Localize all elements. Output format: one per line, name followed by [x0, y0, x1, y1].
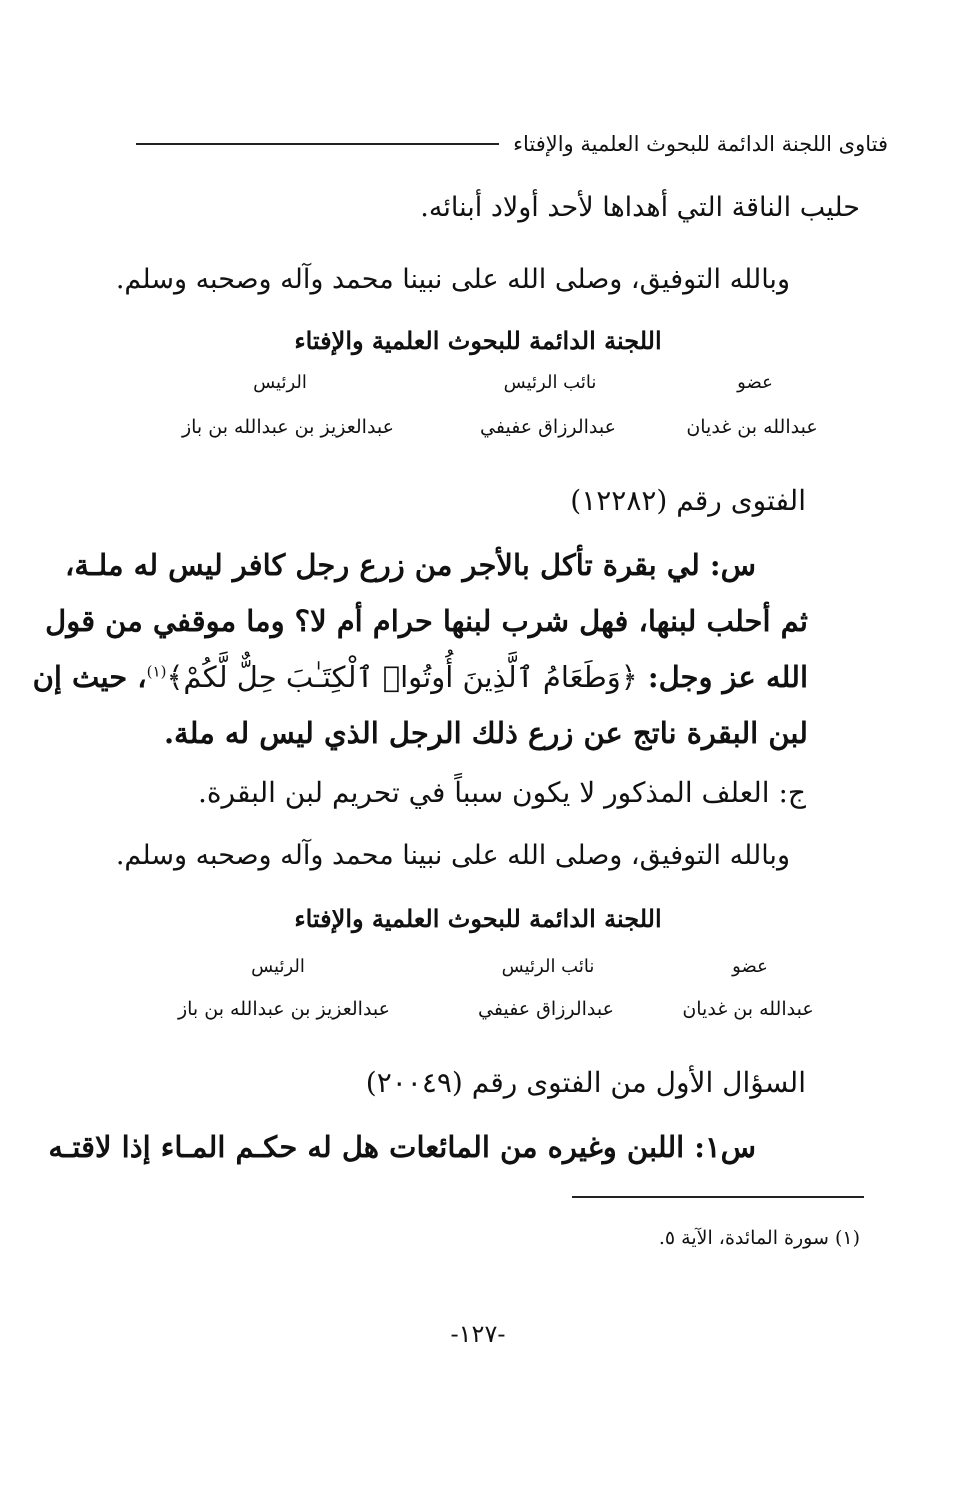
question-line-1: س: لي بقرة تأكل بالأجر من زرع رجل كافر ليس له ملـة، — [65, 548, 756, 582]
footnote-rule — [572, 1196, 864, 1198]
signatory-role-member-2: عضو — [732, 956, 768, 977]
header-title: فتاوى اللجنة الدائمة للبحوث العلمية والإفتاء — [513, 132, 888, 156]
question-line-4: لبن البقرة ناتج عن زرع ذلك الرجل الذي ليس له ملة. — [163, 716, 808, 750]
question-20049-line-1: س١: اللبن وغيره من المائعات هل له حكـم المـاء إذا لاقتـه — [48, 1130, 756, 1164]
answer-line: ج: العلف المذكور لا يكون سبباً في تحريم لبن البقرة. — [197, 776, 806, 809]
signatory-role-vice-president-2: نائب الرئيس — [501, 956, 595, 977]
signatory-role-member-1: عضو — [737, 372, 773, 393]
fatwa-salutation: وبالله التوفيق، وصلى الله على نبينا محمد وآله وصحبه وسلم. — [115, 840, 790, 871]
previous-fatwa-closing: حليب الناقة التي أهداها لأحد أولاد أبنائه. — [420, 192, 860, 223]
question-line-3 — [32, 660, 808, 694]
committee-title-1: اللجنة الدائمة للبحوث العلمية والإفتاء — [294, 326, 662, 355]
signatory-name-president-1: عبدالعزيز بن عبدالله بن باز — [181, 416, 395, 438]
quran-line-suffix: ، حيث إن — [32, 660, 147, 694]
signatory-name-vice-president-2: عبدالرزاق عفيفي — [478, 998, 614, 1020]
footnote-1: (١) سورة المائدة، الآية ٥. — [658, 1227, 860, 1249]
signatory-name-member-2: عبدالله بن غديان — [682, 998, 814, 1020]
signatory-name-president-2: عبدالعزيز بن عبدالله بن باز — [177, 998, 391, 1020]
signatory-name-member-1: عبدالله بن غديان — [686, 416, 818, 438]
signatory-role-president-2: الرئيس — [251, 956, 305, 977]
page-number: -١٢٧- — [450, 1320, 506, 1348]
question-line-2: ثم أحلب لبنها، فهل شرب لبنها حرام أم لا؟ وما موقفي من قول — [45, 604, 808, 638]
footnote-marker: (١) — [146, 662, 167, 681]
quran-verse: ﴿وَطَعَامُ ٱلَّذِينَ أُوتُوا۟ ٱلْكِتَـٰبَ حِلٌّ لَّكُمْ﴾ — [166, 660, 638, 694]
previous-fatwa-salutation: وبالله التوفيق، وصلى الله على نبينا محمد وآله وصحبه وسلم. — [115, 264, 790, 295]
fatwa-number-heading: الفتوى رقم (١٢٢٨٢) — [570, 484, 806, 517]
quran-line-prefix: الله عز وجل: — [637, 660, 808, 694]
signatory-name-vice-president-1: عبدالرزاق عفيفي — [480, 416, 616, 438]
header-rule — [136, 143, 499, 145]
fatwa-20049-heading: السؤال الأول من الفتوى رقم (٢٠٠٤٩) — [365, 1066, 806, 1099]
committee-title-2: اللجنة الدائمة للبحوث العلمية والإفتاء — [294, 904, 662, 933]
running-header — [136, 124, 888, 164]
signatory-role-president-1: الرئيس — [253, 372, 307, 393]
signatory-role-vice-president-1: نائب الرئيس — [503, 372, 597, 393]
